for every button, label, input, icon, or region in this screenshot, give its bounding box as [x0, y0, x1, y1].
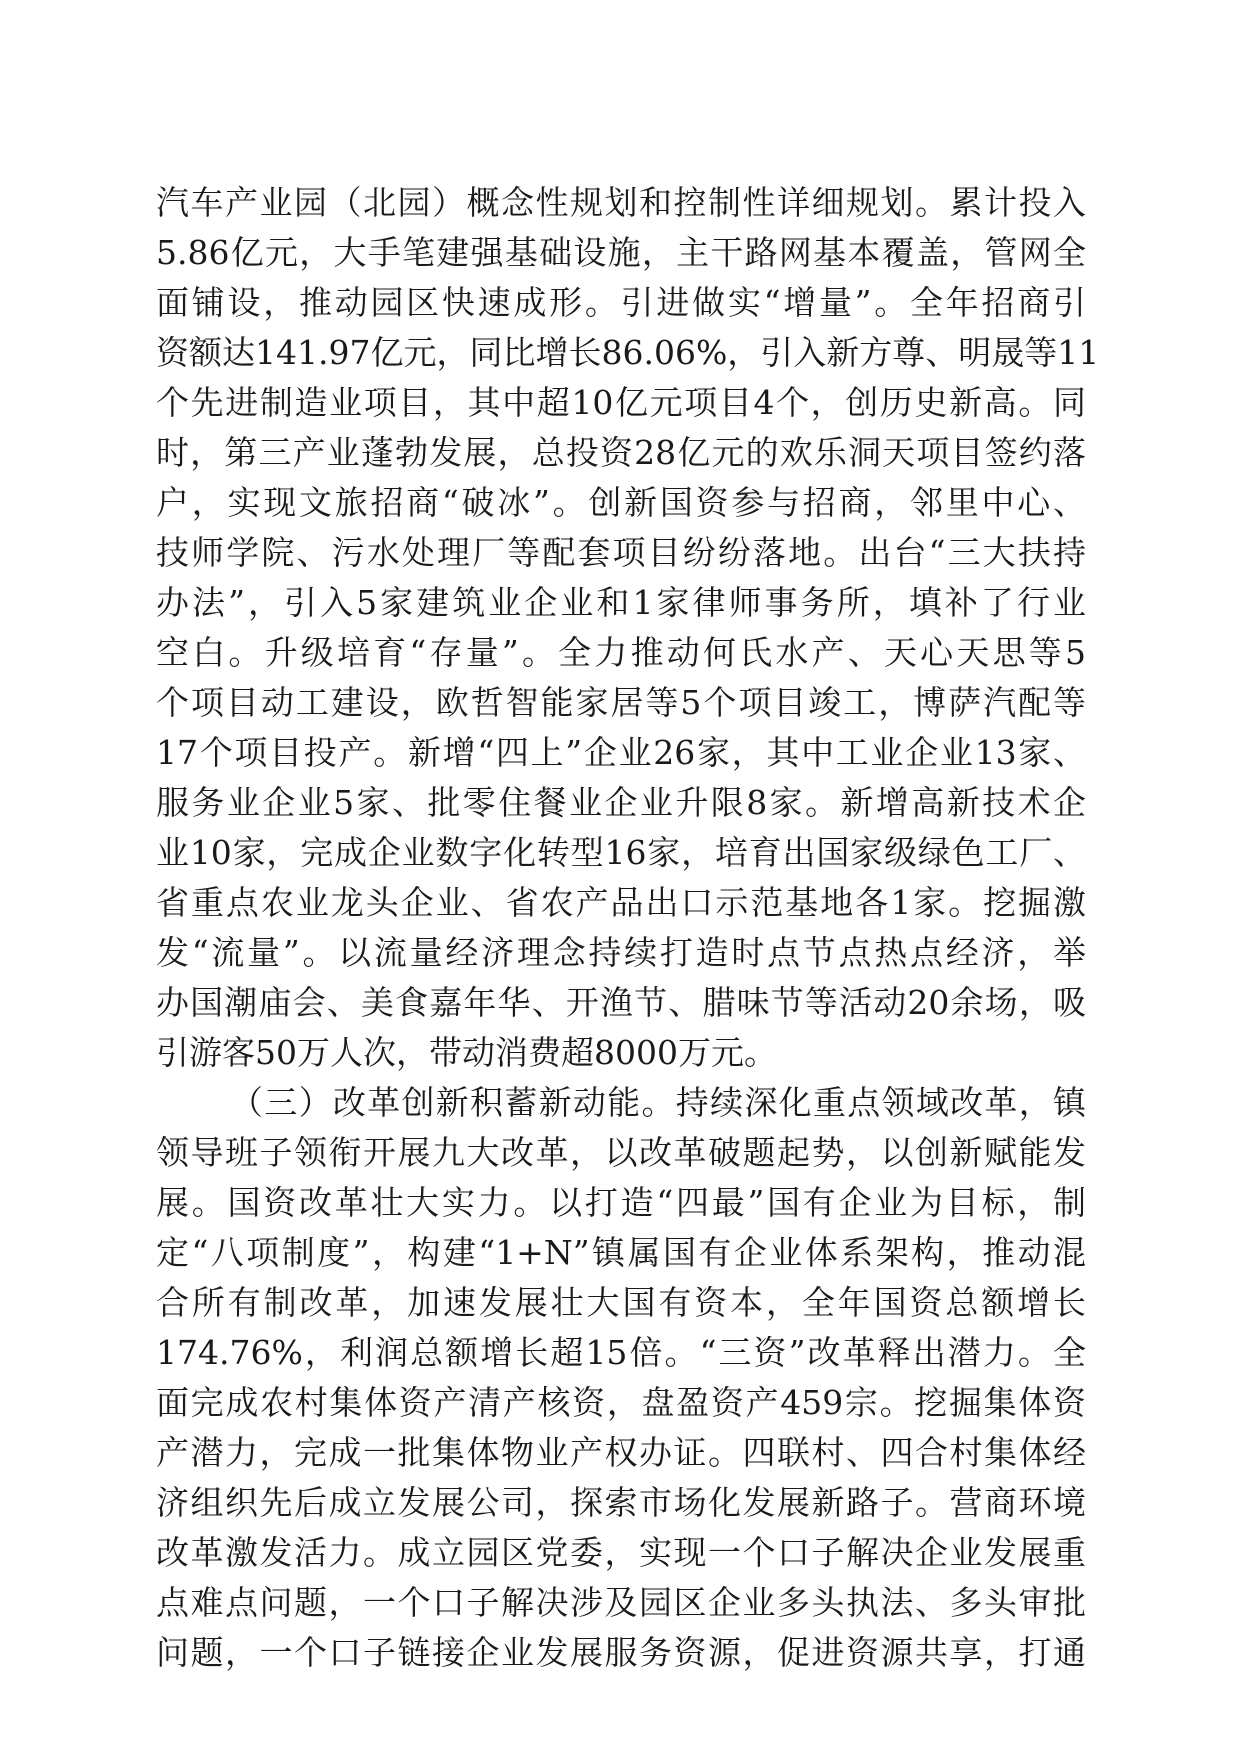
text-line: 省重点农业龙头企业、省农产品出口示范基地各1家。挖掘激	[156, 883, 1086, 922]
text-line: 17个项目投产。新增“四上”企业26家，其中工业企业13家、	[156, 733, 1086, 772]
text-line: 产潜力，完成一批集体物业产权办证。四联村、四合村集体经	[156, 1433, 1086, 1472]
text-line: 个项目动工建设，欧哲智能家居等5个项目竣工，博萨汽配等	[156, 683, 1086, 722]
text-line: 办国潮庙会、美食嘉年华、开渔节、腊味节等活动20余场，吸	[156, 983, 1086, 1022]
text-line: 济组织先后成立发展公司，探索市场化发展新路子。营商环境	[156, 1483, 1086, 1522]
text-line: 空白。升级培育“存量”。全力推动何氏水产、天心天思等5	[156, 633, 1086, 672]
text-line: 办法”，引入5家建筑业企业和1家律师事务所，填补了行业	[156, 583, 1086, 622]
text-line: 汽车产业园（北园）概念性规划和控制性详细规划。累计投入	[156, 183, 1086, 222]
text-line: 5.86亿元，大手笔建强基础设施，主干路网基本覆盖，管网全	[156, 233, 1086, 272]
text-line: 面完成农村集体资产清产核资，盘盈资产459宗。挖掘集体资	[156, 1383, 1086, 1422]
text-line: 定“八项制度”，构建“1+N”镇属国有企业体系架构，推动混	[156, 1233, 1086, 1272]
text-line: 发“流量”。以流量经济理念持续打造时点节点热点经济，举	[156, 933, 1086, 972]
text-line: 面铺设，推动园区快速成形。引进做实“增量”。全年招商引	[156, 283, 1086, 322]
text-line: 174.76%，利润总额增长超15倍。“三资”改革释出潜力。全	[156, 1333, 1086, 1372]
text-line: 技师学院、污水处理厂等配套项目纷纷落地。出台“三大扶持	[156, 533, 1086, 572]
text-line: 问题，一个口子链接企业发展服务资源，促进资源共享，打通	[156, 1633, 1086, 1672]
text-line: 资额达141.97亿元，同比增长86.06%，引入新方尊、明晟等11	[156, 333, 1100, 372]
text-line: 业10家，完成企业数字化转型16家，培育出国家级绿色工厂、	[156, 833, 1086, 872]
text-line: 点难点问题，一个口子解决涉及园区企业多头执法、多头审批	[156, 1583, 1086, 1622]
text-line: 户，实现文旅招商“破冰”。创新国资参与招商，邻里中心、	[156, 483, 1086, 522]
text-line: 个先进制造业项目，其中超10亿元项目4个，创历史新高。同	[156, 383, 1086, 422]
text-line: 时，第三产业蓬勃发展，总投资28亿元的欢乐洞天项目签约落	[156, 433, 1086, 472]
text-line: 引游客50万人次，带动消费超8000万元。	[156, 1033, 777, 1072]
section-heading-line: （三）改革创新积蓄新动能。持续深化重点领域改革，镇	[230, 1083, 1086, 1122]
text-line: 领导班子领衔开展九大改革，以改革破题起势，以创新赋能发	[156, 1133, 1086, 1172]
text-line: 展。国资改革壮大实力。以打造“四最”国有企业为目标，制	[156, 1183, 1086, 1222]
text-line: 改革激发活力。成立园区党委，实现一个口子解决企业发展重	[156, 1533, 1086, 1572]
text-line: 合所有制改革，加速发展壮大国有资本，全年国资总额增长	[156, 1283, 1086, 1322]
text-line: 服务业企业5家、批零住餐业企业升限8家。新增高新技术企	[156, 783, 1086, 822]
